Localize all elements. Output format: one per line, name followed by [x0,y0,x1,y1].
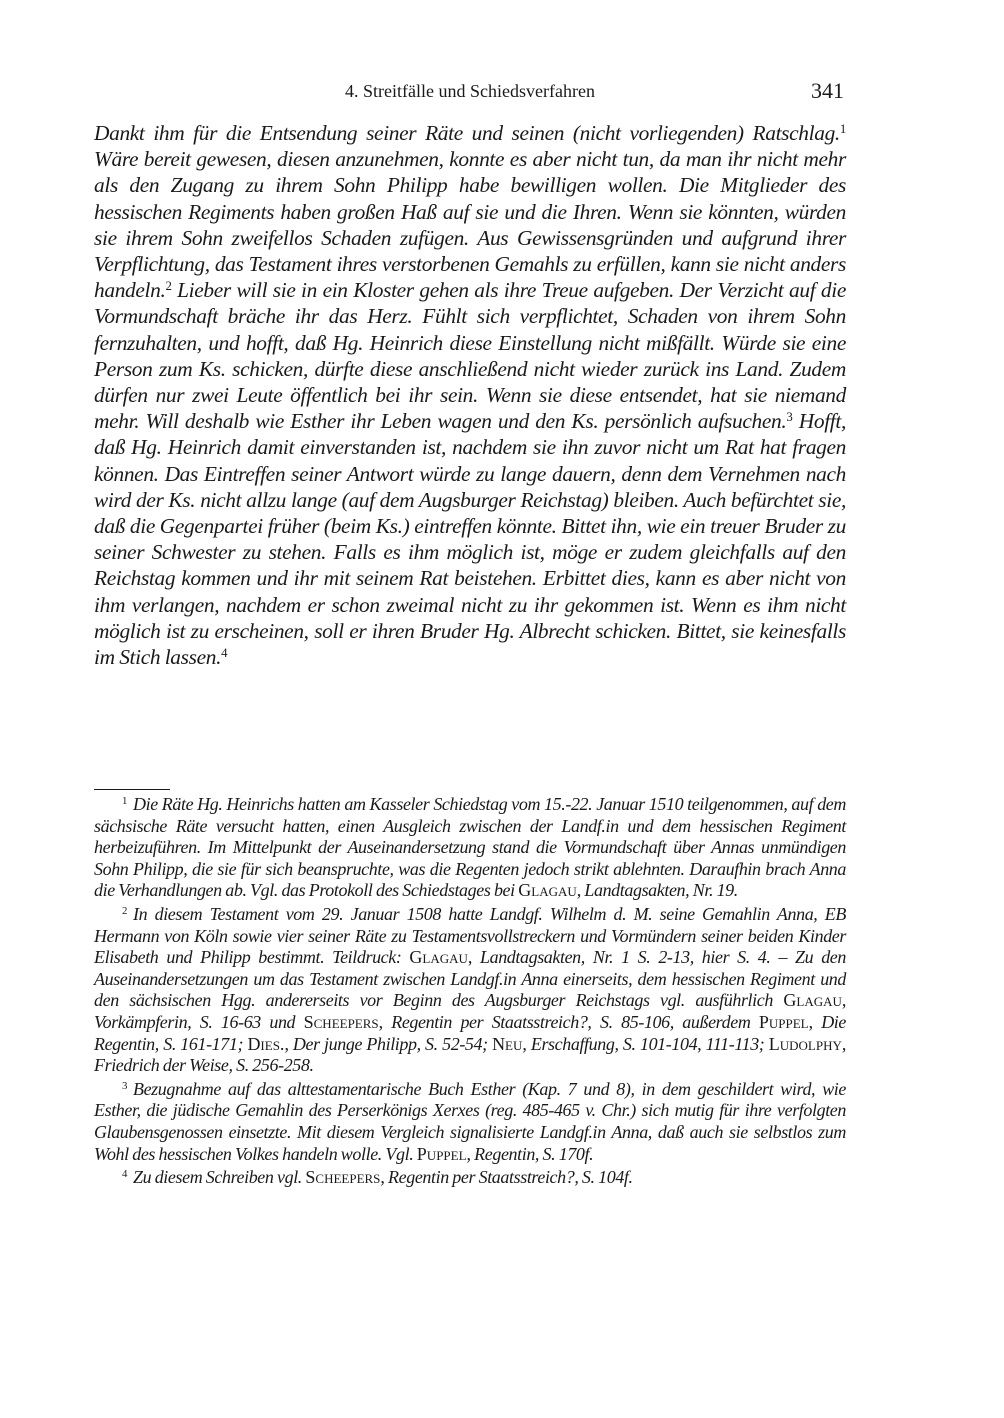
separator: , [522,1033,531,1054]
footnote-ref[interactable]: 4 [221,646,228,661]
footnote-text: Die Regentin, S. 161-171; [94,1011,846,1054]
author-name: Glagau [783,990,842,1011]
footnote-ref[interactable]: 3 [786,410,793,425]
footnote-text: Regentin, S. 170f. [474,1143,594,1164]
author-name: Glagau [409,947,468,968]
footnote-number: 4 [122,1168,127,1181]
footnote-2 [94,904,846,1077]
footnote-text: Vorkämpferin, S. 16-63 und [94,1011,304,1032]
text-segment: Wäre bereit gewesen, diesen anzunehmen, konnte es aber nicht tun, da man ihr nicht mehr als den Zugang zu ihrem Sohn Philipp habe bewilligen wollen. Die Mitglieder des hessischen Regiments haben großen Haß auf sie und die Ihren. Wenn sie könnten, würden sie ihrem Sohn zweifellos Schaden zufügen. Aus Gewissensgründen und aufgrund ihrer Verpflichtung, das Testament ihres verstorbenen Gemahls zu erfüllen, kann sie nicht anders handeln. [94,147,846,303]
text-segment: Lieber will sie in ein Kloster gehen als ihre Treue aufgeben. Der Verzicht auf die Vormundschaft bräche ihr das Herz. Fühlt sich verpflichtet, Schaden von ihrem Sohn fernzuhalten, und hofft, daß Hg. Heinrich diese Einstellung nicht mißfällt. Würde sie eine Person zum Ks. schicken, dürfte diese anschließend nicht wieder zurück ins Land. Zudem dürfen nur zwei Leute öffentlich bei ihr sein. Wenn sie diese entsendet, hat sie niemand mehr. Will deshalb wie Esther ihr Leben wagen und den Ks. persönlich aufsuchen. [94,278,847,434]
regest-paragraph [94,120,846,670]
footnote-separator [94,789,170,790]
separator: , [284,1033,293,1054]
separator: , [808,1011,822,1032]
footnote-text: Der junge Philipp, S. 52-54; [292,1033,493,1054]
footnote-text: Bezugnahme auf das alttestamentarische Buch Esther (Kap. 7 und 8), in dem geschildert wird, wie Esther, die jüdische Gemahlin des Perserkönigs Xerxes (reg. 485-465 v. Chr.) sich mutig für ihre verfolgten Glaubensgenossen einsetzte. Mit diesem Vergleich signalisierte Landgf.in Anna, daß auch sie selbstlos zum Wohl des hessischen Volkes handeln wolle. Vgl. [94,1078,846,1164]
separator: , [841,990,846,1011]
footnote-number: 1 [122,795,127,808]
footnote-text: Erschaffung, S. 101-104, 111-113; [530,1033,769,1054]
author-name: Glagau [518,880,577,901]
footnote-text: Regentin per Staatsstreich?, S. 85-106, außerdem [391,1011,759,1032]
footnote-number: 3 [122,1079,127,1092]
footnote-text: Die Räte Hg. Heinrichs hatten am Kasseler Schiedstag vom 15.-22. Januar 1510 teilgenommen, auf dem sächsische Räte versucht hatten, einen Ausgleich zwischen der Landf.in und dem hessischen Regiment herbeizuführen. Im Mittelpunkt der Auseinandersetzung stand die Vormundschaft über Annas unmündigen Sohn Philipp, die sie für sich beanspruchte, was die Regenten jedoch strikt ablehnten. Daraufhin brach Anna die Verhandlungen ab. Vgl. das Protokoll des Schiedstages bei [94,794,846,901]
footnote-ref[interactable]: 1 [839,121,846,136]
author-name: Scheepers [303,1011,379,1032]
text-segment: Dankt ihm für die Entsendung seiner Räte und seinen (nicht vorliegenden) Ratschlag. [94,121,840,145]
author-name: Puppel [758,1011,809,1032]
footnote-text: In diesem Testament vom 29. Januar 1508 hatte Landgf. Wilhelm d. M. seine Gemahlin Anna, EB Hermann von Köln sowie vier seiner Räte zu Testamentsvollstreckern und Vormündern seiner beiden Kinder Elisabeth und Philipp bestimmt. Teildruck: [94,903,846,968]
author-name: Dies. [247,1033,285,1054]
separator: , [466,1143,475,1164]
separator: , [841,1033,846,1054]
separator: , [380,1167,389,1188]
footnote-text: Zu diesem Schreiben vgl. [133,1167,306,1188]
separator: , [576,880,585,901]
footnote-1 [94,794,846,902]
footnote-ref[interactable]: 2 [165,279,172,294]
page-header [94,80,846,106]
author-name: Puppel [416,1143,467,1164]
footnotes [94,794,846,1191]
footnote-4 [94,1167,846,1189]
footnote-text: Landtagsakten, Nr. 1 S. 2-13, hier S. 4. – Zu den Auseinandersetzungen um das Testament zwischen Landgf.in Anna einerseits, dem hessischen Regiment und den sächsischen Hgg. andererseits vor Beginn des Augsburger Reichstags vgl. ausführlich [94,947,846,1011]
separator: , [378,1011,392,1032]
footnote-text: Landtagsakten, Nr. 19. [584,880,738,901]
author-name: Ludolphy [768,1033,842,1054]
text-segment: Hofft, daß Hg. Heinrich damit einverstanden ist, nachdem sie ihn zuvor nicht um Rat hat fragen können. Das Eintreffen seiner Antwort würde zu lange dauern, denn dem Vernehmen nach wird der Ks. nicht allzu lange (auf dem Augsburger Reichstag) bleiben. Auch befürchtet sie, daß die Gegenpartei früher (beim Ks.) eintreffen könnte. Bittet ihn, wie ein treuer Bruder zu seiner Schwester zu stehen. Falls es ihm möglich ist, möge er zudem gleichfalls auf den Reichstag kommen und ihr mit seinem Rat beistehen. Erbittet dies, kann es aber nicht von ihm verlangen, nachdem er schon zweimal nicht zu ihr gekommen ist. Wenn es ihm nicht möglich ist zu erscheinen, soll er ihren Bruder Hg. Albrecht schicken. Bittet, sie keinesfalls im Stich lassen. [94,409,846,670]
separator: , [467,947,480,968]
footnote-text: Friedrich der Weise, S. 256-258. [94,1055,314,1076]
footnote-text: Regentin per Staatsstreich?, S. 104f. [388,1167,633,1188]
author-name: Neu [492,1033,523,1054]
footnote-number: 2 [122,905,127,918]
main-text [94,120,846,670]
running-title: 4. Streitfälle und Schiedsverfahren [345,81,595,101]
page-number: 341 [811,78,844,103]
footnote-3 [94,1079,846,1165]
author-name: Scheepers [305,1167,381,1188]
